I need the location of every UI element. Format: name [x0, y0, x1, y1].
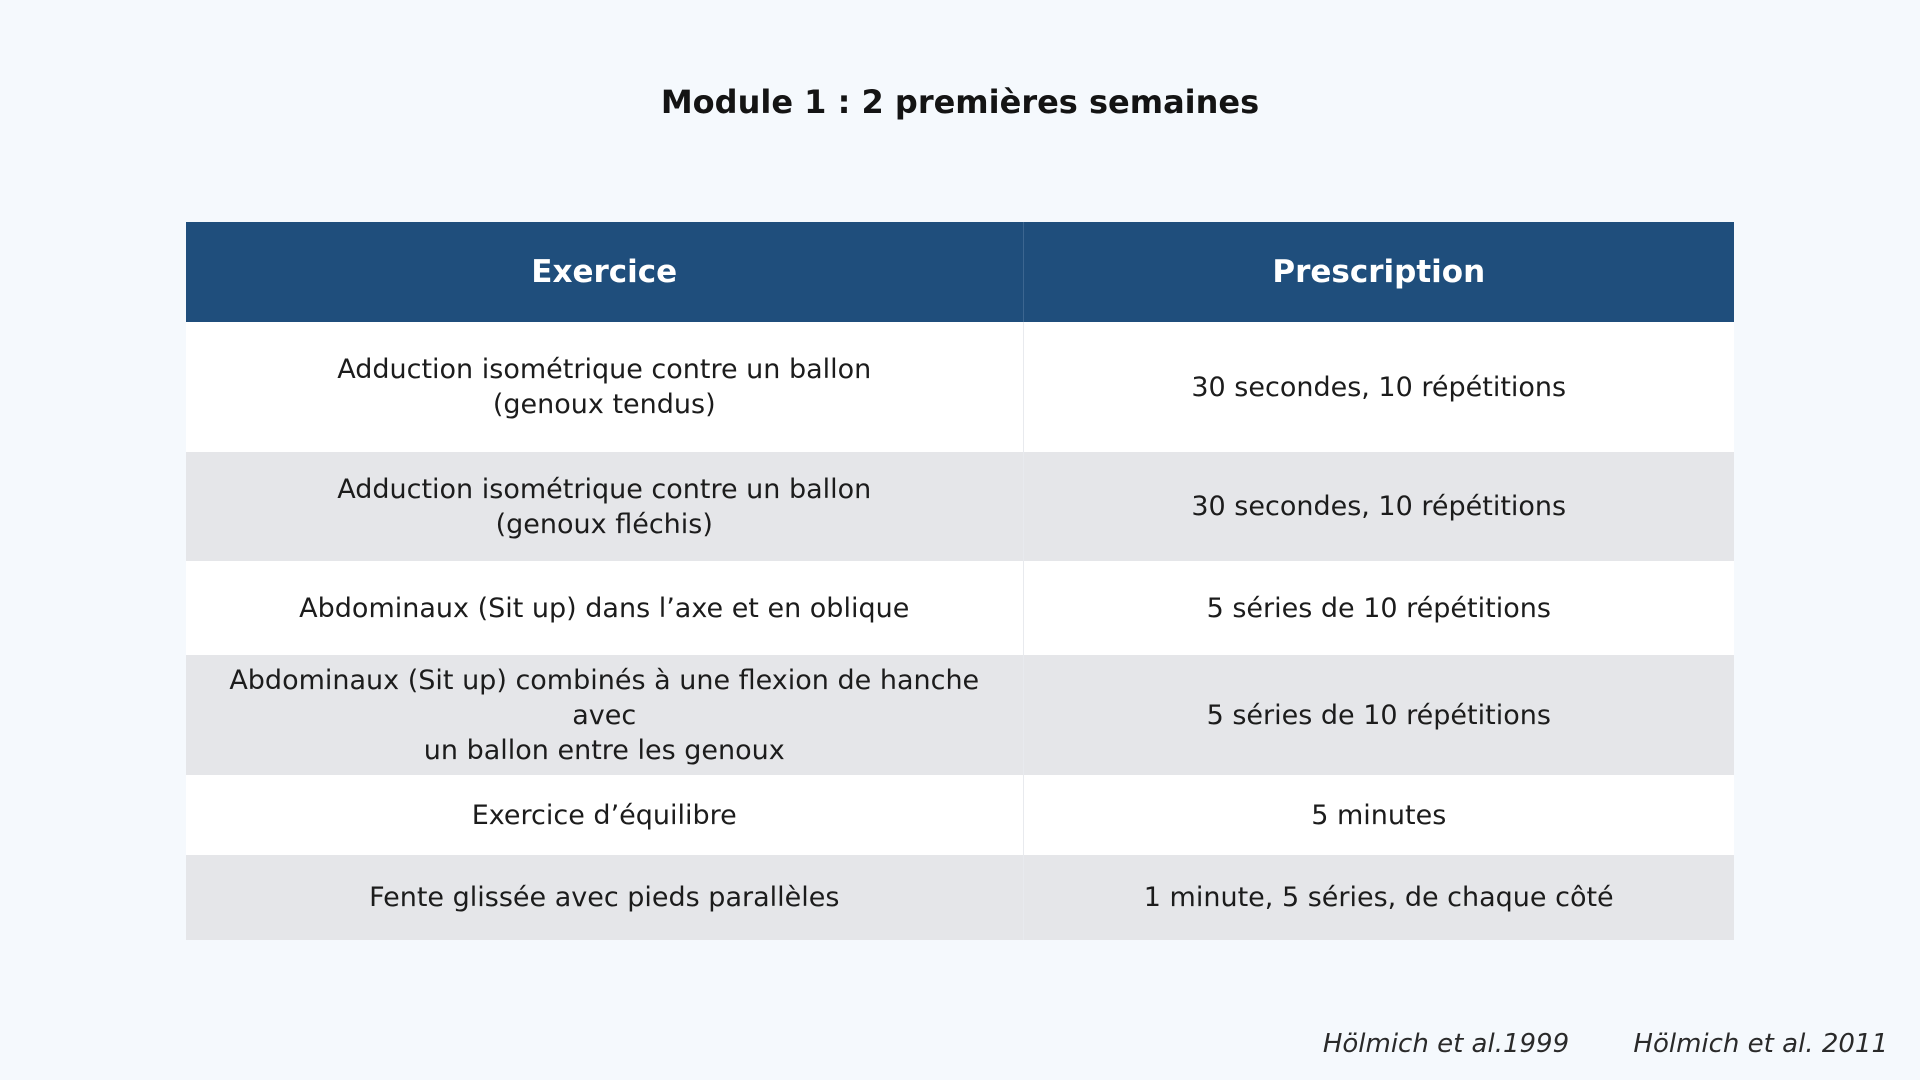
reference-2011: Hölmich et al. 2011: [1633, 1029, 1888, 1059]
exercice-line: Abdominaux (Sit up) dans l’axe et en oblique: [299, 592, 910, 624]
exercice-line: (genoux tendus): [492, 389, 716, 420]
exercice-line: Fente glissée avec pieds parallèles: [369, 882, 840, 913]
table-row: [186, 322, 1734, 452]
table-row: [186, 561, 1734, 655]
page-title: Module 1 : 2 premières semaines: [660, 83, 1260, 121]
table-header-row: [186, 222, 1734, 322]
exercice-cell: [186, 322, 1023, 452]
exercice-line: un ballon entre les genoux: [423, 734, 785, 766]
exercise-table-container: [186, 222, 1734, 940]
header-prescription: Prescription: [1023, 222, 1734, 322]
exercise-table: [186, 222, 1734, 940]
exercice-line: Adduction isométrique contre un ballon: [337, 354, 872, 385]
exercice-cell: [186, 452, 1023, 561]
exercice-line: Exercice d’équilibre: [471, 799, 737, 831]
exercice-line: Abdominaux (Sit up) combinés à une flexion de hanche avec: [229, 664, 980, 731]
exercice-cell: [186, 775, 1023, 855]
exercice-line: Adduction isométrique contre un ballon: [337, 473, 872, 505]
exercice-cell: [186, 655, 1023, 775]
header-exercice: Exercice: [186, 222, 1023, 322]
table-row: [186, 655, 1734, 775]
prescription-cell: 30 secondes, 10 répétitions: [1023, 322, 1734, 452]
prescription-cell: 5 minutes: [1023, 775, 1734, 855]
exercice-cell: [186, 855, 1023, 940]
prescription-cell: 5 séries de 10 répétitions: [1023, 655, 1734, 775]
prescription-cell: 5 séries de 10 répétitions: [1023, 561, 1734, 655]
table-row: [186, 855, 1734, 940]
prescription-cell: 1 minute, 5 séries, de chaque côté: [1023, 855, 1734, 940]
table-row: [186, 452, 1734, 561]
reference-1999: Hölmich et al.1999: [1322, 1029, 1570, 1059]
prescription-cell: 30 secondes, 10 répétitions: [1023, 452, 1734, 561]
exercice-cell: [186, 561, 1023, 655]
exercice-line: (genoux fléchis): [495, 508, 713, 540]
references: [1323, 1029, 1888, 1059]
table-row: [186, 775, 1734, 855]
